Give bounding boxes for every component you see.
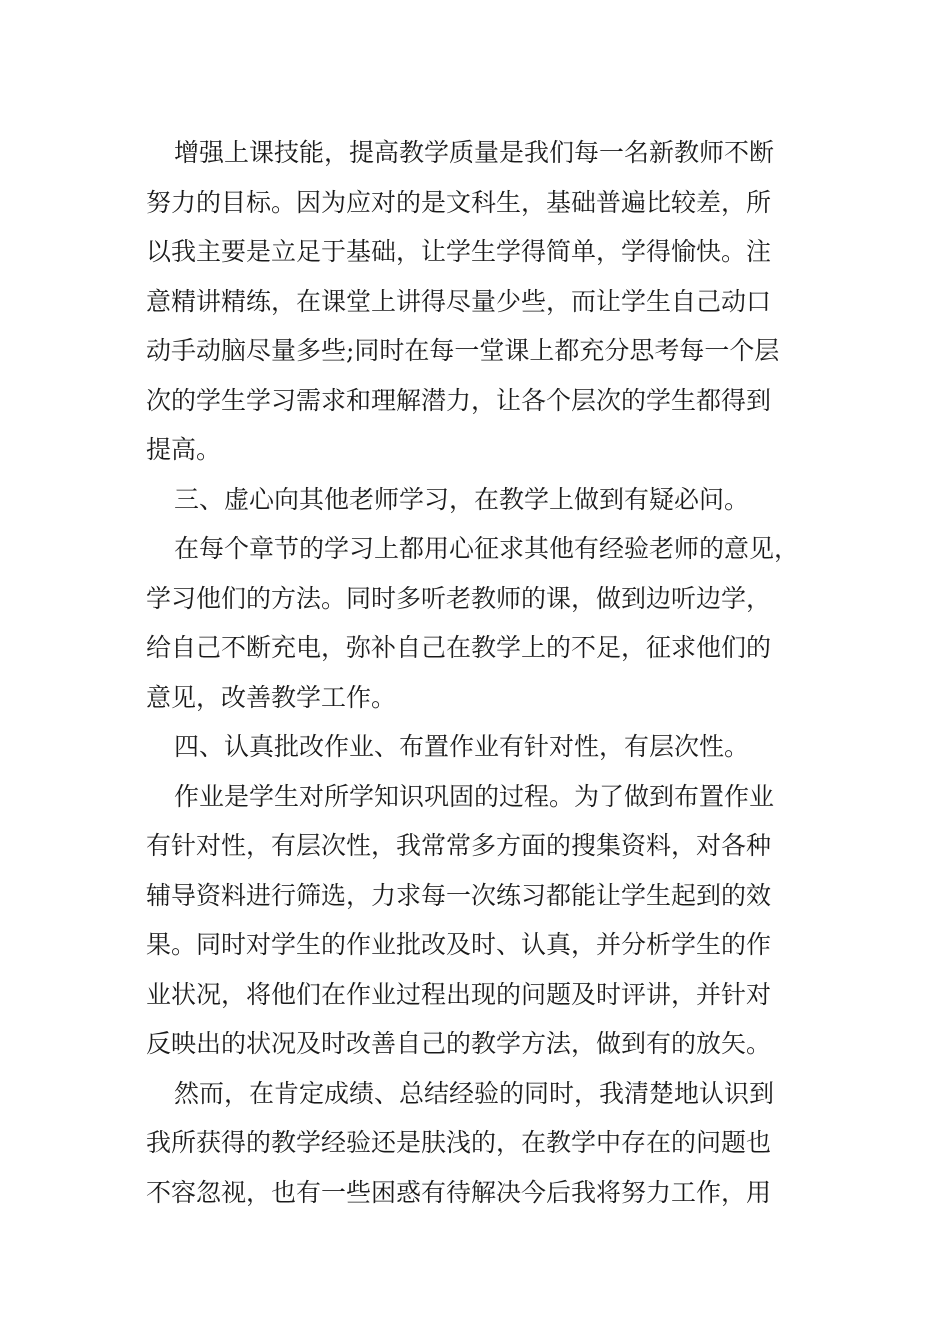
text-line: 在每个章节的学习上都用心征求其他有经验老师的意见， [174,534,800,563]
text-line: 次的学生学习需求和理解潜力，让各个层次的学生都得到 [146,385,772,415]
text-line: 辅导资料进行筛选，力求每一次练习都能让学生起到的效 [146,880,772,910]
text-line: 作业是学生对所学知识巩固的过程。为了做到布置作业 [174,781,775,811]
text-line: 有针对性，有层次性，我常常多方面的搜集资料，对各种 [146,831,772,860]
text-line: 不容忽视，也有一些困惑有待解决今后我将努力工作，用 [146,1177,772,1207]
text-line: 意精讲精练，在课堂上讲得尽量少些，而让学生自己动口 [146,286,772,316]
section-heading: 三、虚心向其他老师学习，在教学上做到有疑必问。 [174,484,750,514]
text-line: 给自己不断充电，弥补自己在教学上的不足，征求他们的 [146,633,772,662]
text-line: 意见，改善教学工作。 [146,682,397,712]
document-body [146,128,846,1217]
text-line: 果。同时对学生的作业批改及时、认真，并分析学生的作 [146,930,772,959]
text-line: 反映出的状况及时改善自己的教学方法，做到有的放矢。 [146,1029,772,1058]
text-line: 以我主要是立足于基础，让学生学得简单，学得愉快。注 [146,237,772,266]
text-line: 提高。 [146,435,222,464]
text-line: 业状况，将他们在作业过程出现的问题及时评讲，并针对 [146,979,772,1009]
text-line: 我所获得的教学经验还是肤浅的，在教学中存在的问题也 [146,1128,772,1157]
text-line: 动手动脑尽量多些;同时在每一堂课上都充分思考每一个层 [146,336,780,365]
text-line: 增强上课技能，提高教学质量是我们每一名新教师不断 [174,138,775,167]
section-heading: 四、认真批改作业、布置作业有针对性，有层次性。 [174,732,750,761]
text-line: 努力的目标。因为应对的是文科生，基础普遍比较差，所 [146,187,772,217]
text-line: 然而，在肯定成绩、总结经验的同时，我清楚地认识到 [174,1078,775,1108]
text-line: 学习他们的方法。同时多听老教师的课，做到边听边学， [146,583,772,613]
